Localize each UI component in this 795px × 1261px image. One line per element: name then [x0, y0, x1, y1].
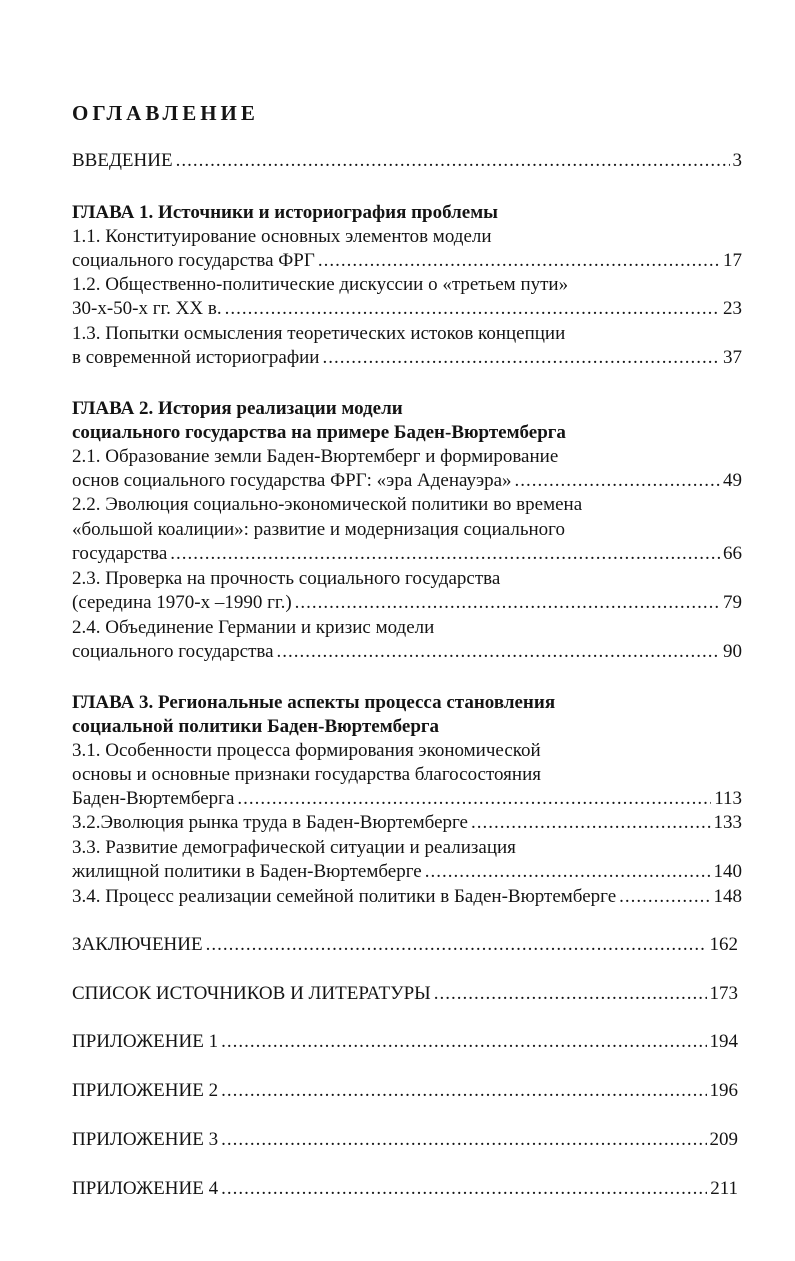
leader-dots: [237, 786, 711, 811]
section-2-2-line2: «большой коалиции»: развитие и модернизация социального: [72, 519, 565, 540]
toc-entry-1-2[interactable]: [72, 296, 742, 321]
page-number: 173: [709, 983, 738, 1004]
page-number: 113: [714, 788, 742, 809]
toc-entry-sources[interactable]: [72, 981, 738, 1006]
page-number: 140: [713, 861, 742, 882]
entry-title: СПИСОК ИСТОЧНИКОВ И ЛИТЕРАТУРЫ: [72, 983, 431, 1004]
page-number: 79: [723, 592, 742, 613]
page-number: 148: [713, 886, 742, 907]
entry-title: в современной историографии: [72, 347, 320, 368]
toc-entry-appendix-2[interactable]: [72, 1078, 738, 1103]
entry-title: социального государства ФРГ: [72, 250, 315, 271]
page-number: 37: [723, 347, 742, 368]
leader-dots: [277, 639, 720, 664]
entry-title: ПРИЛОЖЕНИЕ 2: [72, 1080, 219, 1101]
toc-entry-2-1[interactable]: [72, 468, 742, 493]
page-number: 49: [723, 470, 742, 491]
toc-entry-1-1[interactable]: [72, 248, 742, 273]
section-2-2-line1: 2.2. Эволюция социально-экономической политики во времена: [72, 494, 583, 515]
toc-entry-3-4[interactable]: [72, 884, 742, 909]
entry-title: 3.2.Эволюция рынка труда в Баден-Вюртемберге: [72, 812, 468, 833]
entry-title: ПРИЛОЖЕНИЕ 3: [72, 1129, 219, 1150]
entry-title: основ социального государства ФРГ: «эра Аденауэра»: [72, 470, 512, 491]
page-number: 17: [723, 250, 742, 271]
leader-dots: [176, 148, 730, 173]
entry-title: 3.4. Процесс реализации семейной политики в Баден-Вюртемберге: [72, 886, 617, 907]
leader-dots: [318, 248, 720, 273]
entry-title: ЗАКЛЮЧЕНИЕ: [72, 934, 203, 955]
leader-dots: [322, 345, 720, 370]
leader-dots: [225, 296, 720, 321]
toc-entry-3-2[interactable]: [72, 810, 742, 835]
leader-dots: [221, 1029, 706, 1054]
toc-entry-3-3[interactable]: [72, 859, 742, 884]
toc-entry-appendix-1[interactable]: [72, 1029, 738, 1054]
chapter-3-title-line2: социальной политики Баден-Вюртемберга: [72, 716, 440, 737]
page-number: 23: [723, 298, 742, 319]
toc-entry-2-4[interactable]: [72, 639, 742, 664]
chapter-2-title-line2: социального государства на примере Баден-Вюртемберга: [72, 422, 566, 443]
toc-entry-2-2[interactable]: [72, 541, 742, 566]
entry-title: государства: [72, 543, 168, 564]
section-3-3-line1: 3.3. Развитие демографической ситуации и реализация: [72, 837, 516, 858]
leader-dots: [425, 859, 711, 884]
toc-entry-2-3[interactable]: [72, 590, 742, 615]
page-number: 194: [709, 1031, 738, 1052]
section-3-1-line1: 3.1. Особенности процесса формирования экономической: [72, 740, 541, 761]
leader-dots: [221, 1078, 706, 1103]
entry-title: ВВЕДЕНИЕ: [72, 150, 173, 171]
toc-entry-conclusion[interactable]: [72, 932, 738, 957]
page-number: 133: [713, 812, 742, 833]
leader-dots: [221, 1176, 707, 1201]
toc-entry-1-3[interactable]: [72, 345, 742, 370]
leader-dots: [515, 468, 720, 493]
chapter-2-title-line1: ГЛАВА 2. История реализации модели: [72, 398, 403, 419]
leader-dots: [434, 981, 707, 1006]
page-number: 3: [732, 150, 742, 171]
entry-title: 30-х-50-х гг. ХХ в.: [72, 298, 222, 319]
entry-title: жилищной политики в Баден-Вюртемберге: [72, 861, 422, 882]
section-2-1-line1: 2.1. Образование земли Баден-Вюртемберг и формирование: [72, 446, 559, 467]
toc-entry-appendix-3[interactable]: [72, 1127, 738, 1152]
page-number: 90: [723, 641, 742, 662]
page-number: 196: [709, 1080, 738, 1101]
leader-dots: [170, 541, 720, 566]
section-2-3-line1: 2.3. Проверка на прочность социального государства: [72, 568, 501, 589]
section-1-1-line1: 1.1. Конституирование основных элементов модели: [72, 226, 492, 247]
page-number: 162: [709, 934, 738, 955]
section-1-2-line1: 1.2. Общественно-политические дискуссии о «третьем пути»: [72, 274, 569, 295]
leader-dots: [471, 810, 711, 835]
leader-dots: [295, 590, 720, 615]
entry-title: Баден-Вюртемберга: [72, 788, 235, 809]
section-2-4-line1: 2.4. Объединение Германии и кризис модели: [72, 617, 435, 638]
leader-dots: [619, 884, 710, 909]
toc-entry-3-1[interactable]: [72, 786, 742, 811]
page-number: 211: [710, 1178, 738, 1199]
chapter-3-title-line1: ГЛАВА 3. Региональные аспекты процесса становления: [72, 692, 556, 713]
entry-title: (середина 1970-х –1990 гг.): [72, 592, 292, 613]
entry-title: социального государства: [72, 641, 274, 662]
leader-dots: [221, 1127, 706, 1152]
entry-title: ПРИЛОЖЕНИЕ 1: [72, 1031, 219, 1052]
page-number: 209: [709, 1129, 738, 1150]
toc-entry-appendix-4[interactable]: [72, 1176, 738, 1201]
section-3-1-line2: основы и основные признаки государства благосостояния: [72, 764, 541, 785]
toc-heading: ОГЛАВЛЕНИЕ: [72, 101, 259, 125]
leader-dots: [206, 932, 707, 957]
entry-title: ПРИЛОЖЕНИЕ 4: [72, 1178, 219, 1199]
toc-entry-intro[interactable]: [72, 148, 742, 173]
page-number: 66: [723, 543, 742, 564]
chapter-1-title: ГЛАВА 1. Источники и историография проблемы: [72, 202, 499, 223]
section-1-3-line1: 1.3. Попытки осмысления теоретических истоков концепции: [72, 323, 566, 344]
